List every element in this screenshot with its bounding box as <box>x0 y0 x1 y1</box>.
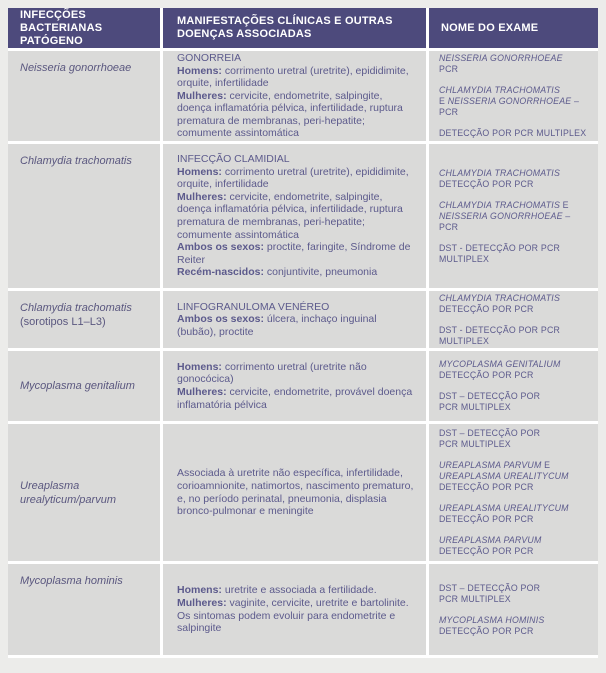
exam-line <box>439 428 592 439</box>
manifestation-line <box>177 313 416 338</box>
exam-item <box>439 128 592 139</box>
manifestation-label: Recém-nascidos: <box>177 266 264 279</box>
exam-line <box>439 304 592 315</box>
exam-line <box>439 460 592 471</box>
table-row <box>8 144 598 288</box>
header-line: DOENÇAS ASSOCIADAS <box>177 28 312 40</box>
exam-item <box>439 535 592 557</box>
manifestations-cell <box>163 51 426 141</box>
exam-text: CHLAMYDIA TRACHOMATIS <box>439 199 561 210</box>
exam-line <box>439 370 592 381</box>
exam-line <box>439 535 592 546</box>
exam-line <box>439 336 592 347</box>
manifestations-cell <box>163 564 426 655</box>
exam-line <box>439 503 592 514</box>
exam-line <box>439 85 592 96</box>
exam-text: DST – DETECÇÃO POR <box>439 428 541 438</box>
pathogen-name: Chlamydia trachomatis <box>20 155 132 167</box>
exam-item <box>439 615 592 637</box>
manifestation-line <box>177 52 416 65</box>
exam-line <box>439 179 592 190</box>
manifestations-cell <box>163 144 426 288</box>
exam-text: UREAPLASMA UREALITYCUM <box>439 471 569 481</box>
exam-cell <box>429 564 598 655</box>
header-line: INFECÇÕES BACTERIANAS <box>20 8 103 34</box>
exam-text: DETECÇÃO POR PCR <box>439 178 534 189</box>
exam-text: DETECÇÃO POR PCR <box>439 514 534 524</box>
exam-text: DETECÇÃO POR PCR <box>439 370 534 380</box>
manifestation-text: INFECÇÃO CLAMIDIAL <box>177 153 290 166</box>
exam-text: CHLAMYDIA TRACHOMATIS <box>439 85 561 95</box>
table-row <box>8 564 598 655</box>
exam-line <box>439 325 592 336</box>
manifestation-text: LINFOGRANULOMA VENÉREO <box>177 300 330 313</box>
manifestation-text: GONORREIA <box>177 51 242 64</box>
exam-line <box>439 626 592 637</box>
exam-text: NEISSERIA GONORRHOEAE <box>439 53 563 63</box>
manifestation-text: cervicite, endometrite, salpingite, doença inflamatória pélvica, infertilidade, ruptura prematura de membranas, peri-hepatite; comumente assintomática <box>177 89 403 140</box>
exam-line <box>439 514 592 525</box>
exam-line <box>439 615 592 626</box>
exam-line <box>439 243 592 254</box>
table-row <box>8 291 598 348</box>
pathogen-name: Chlamydia trachomatis <box>20 302 132 314</box>
exam-text: – PCR <box>439 96 580 117</box>
exam-item <box>439 200 592 233</box>
manifestation-text: proctite, faringite, Síndrome de Reiter <box>177 241 411 266</box>
pathogen-name: Ureaplasma <box>20 479 80 492</box>
exam-item <box>439 293 592 315</box>
exam-text: MULTIPLEX <box>439 253 490 264</box>
manifestation-line <box>177 191 416 241</box>
manifestation-line <box>177 153 416 166</box>
manifestation-label: Mulheres: <box>177 89 227 102</box>
exam-line <box>439 211 592 233</box>
exam-text: DETECÇÃO POR PCR <box>439 303 534 314</box>
manifestation-line <box>177 241 416 266</box>
exam-item <box>439 53 592 75</box>
exam-line <box>439 391 592 402</box>
exam-cell <box>429 351 598 421</box>
exam-text: DETECÇÃO POR PCR <box>439 482 534 492</box>
exam-text: E <box>560 199 569 210</box>
manifestation-text: Associada à uretrite não específica, infertilidade, corioamnionite, natimortos, nascimento prematuro, e, no período perinatal, pneumonia, displasia bronco-pulmonar e meningite <box>177 467 414 518</box>
exam-cell <box>429 144 598 288</box>
manifestation-text: úlcera, inchaço inguinal (bubão), proctite <box>177 313 377 338</box>
exam-text: UREAPLASMA PARVUM <box>439 460 542 470</box>
exam-item <box>439 243 592 265</box>
manifestation-line <box>177 597 416 635</box>
manifestation-text: conjuntivite, pneumonia <box>263 266 378 279</box>
manifestation-line <box>177 301 416 314</box>
manifestation-text: vaginite, cervicite, uretrite e bartolinite. Os sintomas podem evoluir para endometrite e salpingite <box>177 596 409 635</box>
exam-item <box>439 583 592 605</box>
exam-line <box>439 402 592 413</box>
header-line: NOME DO EXAME <box>441 21 539 34</box>
manifestation-line <box>177 467 416 517</box>
pathogen-cell <box>8 564 160 655</box>
exam-item <box>439 168 592 190</box>
pathogen-cell <box>8 351 160 421</box>
exam-item <box>439 85 592 118</box>
manifestations-cell <box>163 424 426 561</box>
manifestation-label: Homens: <box>177 165 222 178</box>
manifestations-cell <box>163 351 426 421</box>
manifestation-text: cervicite, endometrite, provável doença inflamatória pélvica <box>177 386 413 411</box>
exam-text: PCR MULTIPLEX <box>439 402 511 412</box>
exam-text: DST - DETECÇÃO POR PCR <box>439 324 561 335</box>
exam-text: NEISSERIA GONORRHOEAE <box>447 96 572 106</box>
exam-text: PCR MULTIPLEX <box>439 439 511 449</box>
exam-text: MYCOPLASMA GENITALIUM <box>439 359 561 369</box>
exam-line <box>439 359 592 370</box>
table-body <box>8 51 598 655</box>
exam-text: UREAPLASMA UREALITYCUM <box>439 503 569 513</box>
exam-text: DST – DETECÇÃO POR <box>439 582 541 593</box>
table-header-row <box>8 8 598 48</box>
header-line: PATÓGENO <box>20 34 83 47</box>
exam-item <box>439 460 592 493</box>
exam-line <box>439 546 592 557</box>
manifestation-label: Ambos os sexos: <box>177 313 264 326</box>
exam-line <box>439 583 592 594</box>
pathogen-name: Mycoplasma genitalium <box>20 380 135 392</box>
manifestation-text: uretrite e associada a fertilidade. <box>221 584 377 597</box>
manifestation-text: corrimento uretral (uretrite), epididimite, orquite, infertilidade <box>177 64 409 90</box>
manifestation-label: Mulheres: <box>177 596 227 609</box>
exam-text: MULTIPLEX <box>439 335 490 346</box>
exam-line <box>439 53 592 64</box>
sti-pathogen-table <box>8 8 598 658</box>
header-line: MANIFESTAÇÕES CLÍNICAS E OUTRAS <box>177 15 393 27</box>
exam-text: PCR MULTIPLEX <box>439 593 511 604</box>
exam-item <box>439 503 592 525</box>
exam-text: E <box>439 96 448 106</box>
exam-line <box>439 128 592 139</box>
exam-text: UREAPLASMA PARVUM <box>439 535 542 545</box>
manifestation-text: corrimento uretral (uretrite não gonocócica) <box>177 360 367 386</box>
exam-line <box>439 64 592 75</box>
exam-item <box>439 359 592 381</box>
pathogen-cell <box>8 51 160 141</box>
exam-item <box>439 325 592 347</box>
header-manifestations-column <box>163 8 426 48</box>
manifestation-line <box>177 90 416 140</box>
manifestation-label: Homens: <box>177 360 222 373</box>
exam-line <box>439 96 592 118</box>
pathogen-cell <box>8 144 160 288</box>
exam-line <box>439 482 592 493</box>
manifestation-label: Mulheres: <box>177 386 227 398</box>
manifestation-line <box>177 166 416 191</box>
exam-line <box>439 168 592 179</box>
exam-text: DST - DETECÇÃO POR PCR <box>439 242 561 253</box>
exam-line <box>439 439 592 450</box>
manifestation-label: Ambos os sexos: <box>177 241 264 254</box>
manifestation-label: Homens: <box>177 584 222 597</box>
pathogen-name: (sorotipos L1–L3) <box>20 316 106 328</box>
table-row <box>8 51 598 141</box>
pathogen-cell <box>8 291 160 348</box>
exam-text: NEISSERIA GONORRHOEAE <box>439 210 563 221</box>
exam-line <box>439 254 592 265</box>
header-exam-column <box>429 8 598 48</box>
exam-text: CHLAMYDIA TRACHOMATIS <box>439 292 561 303</box>
exam-text: – PCR <box>439 210 571 232</box>
manifestation-line <box>177 386 416 411</box>
pathogen-cell <box>8 424 160 561</box>
exam-line <box>439 200 592 211</box>
exam-text: PCR <box>439 64 459 74</box>
manifestations-cell <box>163 291 426 348</box>
header-pathogen-column <box>8 8 160 48</box>
exam-line <box>439 594 592 605</box>
exam-line <box>439 293 592 304</box>
exam-text: E <box>541 460 551 470</box>
exam-item <box>439 428 592 450</box>
manifestation-line <box>177 266 416 279</box>
exam-text: DETECÇÃO POR PCR <box>439 625 534 636</box>
exam-cell <box>429 51 598 141</box>
manifestation-label: Mulheres: <box>177 190 227 203</box>
manifestation-label: Homens: <box>177 64 222 77</box>
pathogen-name: urealyticum/parvum <box>20 493 116 506</box>
pathogen-name: Mycoplasma hominis <box>20 575 123 587</box>
manifestation-line <box>177 361 416 386</box>
exam-line <box>439 471 592 482</box>
exam-text: DST – DETECÇÃO POR <box>439 391 541 401</box>
exam-text: DETECÇÃO POR PCR <box>439 546 534 556</box>
manifestation-line <box>177 65 416 90</box>
exam-cell <box>429 291 598 348</box>
manifestation-line <box>177 584 416 597</box>
pathogen-name: Neisseria gonorrhoeae <box>20 62 132 74</box>
table-row <box>8 424 598 561</box>
table-row <box>8 351 598 421</box>
exam-text: DETECÇÃO POR PCR MULTIPLEX <box>439 128 587 138</box>
exam-text: CHLAMYDIA TRACHOMATIS <box>439 167 561 178</box>
exam-item <box>439 391 592 413</box>
manifestation-text: corrimento uretral (uretrite), epididimite, orquite, infertilidade <box>177 165 409 191</box>
manifestation-text: cervicite, endometrite, salpingite, doença inflamatória pélvica, infertilidade, ruptura prematura de membranas, peri-hepatite; comumente assintomática <box>177 190 403 241</box>
exam-text: MYCOPLASMA HOMINIS <box>439 614 545 625</box>
exam-cell <box>429 424 598 561</box>
